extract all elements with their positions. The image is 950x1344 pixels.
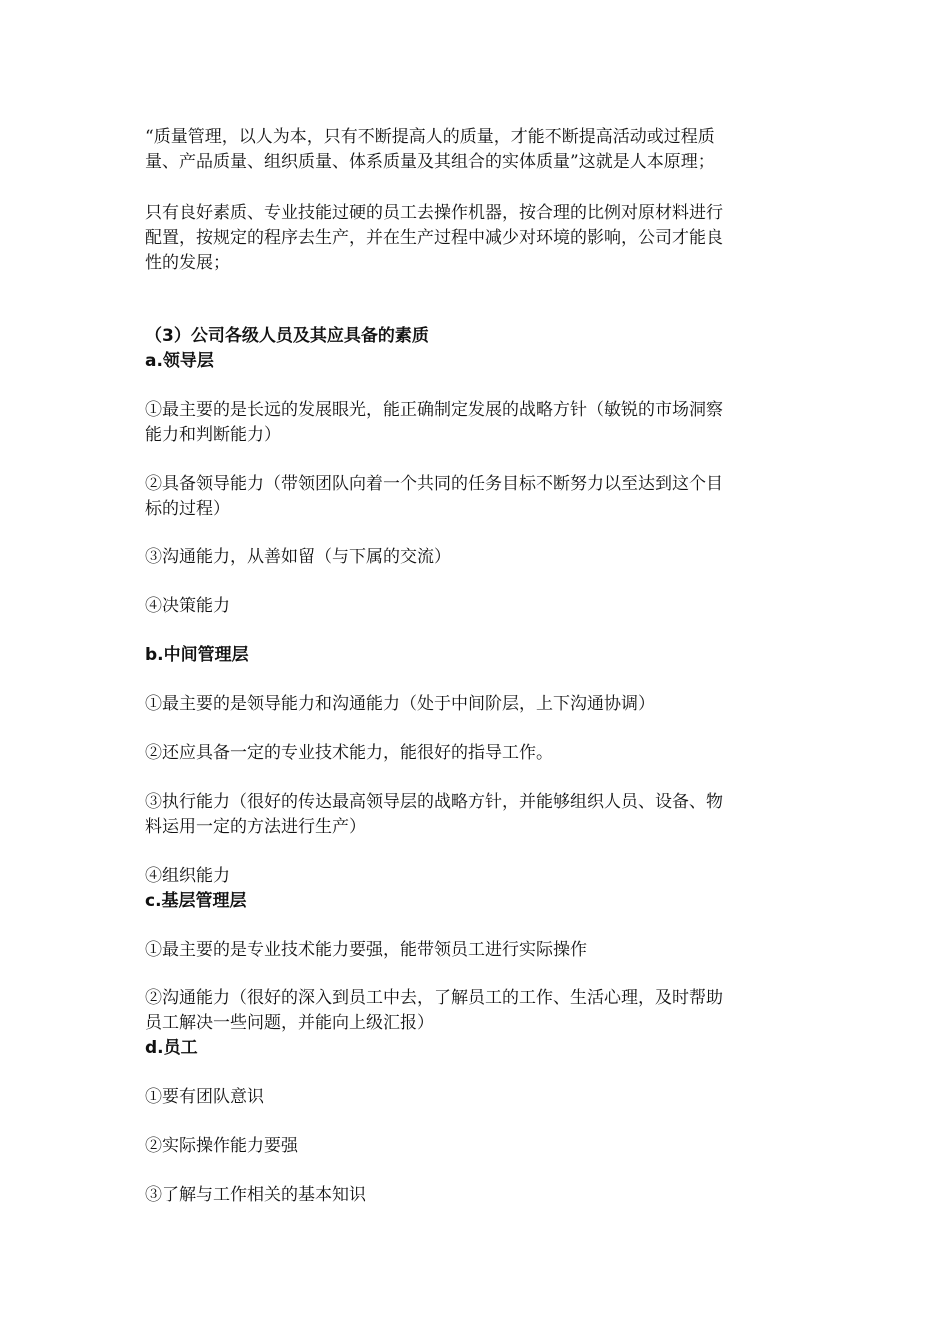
intro-paragraph-1-line-2: 量、产品质量、组织质量、体系质量及其组合的实体质量”这就是人本原理； xyxy=(145,152,715,172)
basic-item-1: ①最主要的是专业技术能力要强，能带领员工进行实际操作 xyxy=(145,940,587,960)
middle-item-2: ②还应具备一定的专业技术能力，能很好的指导工作。 xyxy=(145,743,553,763)
intro-paragraph-2-line-2: 配置，按规定的程序去生产，并在生产过程中减少对环境的影响，公司才能良 xyxy=(145,228,723,248)
basic-heading: c.基层管理层 xyxy=(145,891,247,911)
middle-item-1: ①最主要的是领导能力和沟通能力（处于中间阶层，上下沟通协调） xyxy=(145,694,655,714)
leaders-item-1-line-2: 能力和判断能力） xyxy=(145,425,281,445)
leaders-item-4: ④决策能力 xyxy=(145,596,230,616)
middle-heading: b.中间管理层 xyxy=(145,645,249,665)
section-heading: （3）公司各级人员及其应具备的素质 xyxy=(145,326,429,346)
staff-item-1: ①要有团队意识 xyxy=(145,1087,264,1107)
leaders-heading: a.领导层 xyxy=(145,351,214,371)
intro-paragraph-2-line-1: 只有良好素质、专业技能过硬的员工去操作机器，按合理的比例对原材料进行 xyxy=(145,203,723,223)
leaders-item-2-line-1: ②具备领导能力（带领团队向着一个共同的任务目标不断努力以至达到这个目 xyxy=(145,474,723,494)
middle-item-3-line-1: ③执行能力（很好的传达最高领导层的战略方针，并能够组织人员、设备、物 xyxy=(145,792,723,812)
intro-paragraph-1-line-1: “质量管理，以人为本，只有不断提高人的质量，才能不断提高活动或过程质 xyxy=(145,127,715,147)
basic-item-2-line-2: 员工解决一些问题，并能向上级汇报） xyxy=(145,1013,434,1033)
intro-paragraph-2-line-3: 性的发展； xyxy=(145,253,230,273)
leaders-item-3: ③沟通能力，从善如留（与下属的交流） xyxy=(145,547,451,567)
middle-item-4: ④组织能力 xyxy=(145,866,230,886)
basic-item-2-line-1: ②沟通能力（很好的深入到员工中去，了解员工的工作、生活心理，及时帮助 xyxy=(145,988,723,1008)
leaders-item-1-line-1: ①最主要的是长远的发展眼光，能正确制定发展的战略方针（敏锐的市场洞察 xyxy=(145,400,723,420)
middle-item-3-line-2: 料运用一定的方法进行生产） xyxy=(145,817,366,837)
leaders-item-2-line-2: 标的过程） xyxy=(145,499,230,519)
staff-item-3: ③了解与工作相关的基本知识 xyxy=(145,1185,366,1205)
staff-heading: d.员工 xyxy=(145,1038,198,1058)
staff-item-2: ②实际操作能力要强 xyxy=(145,1136,298,1156)
